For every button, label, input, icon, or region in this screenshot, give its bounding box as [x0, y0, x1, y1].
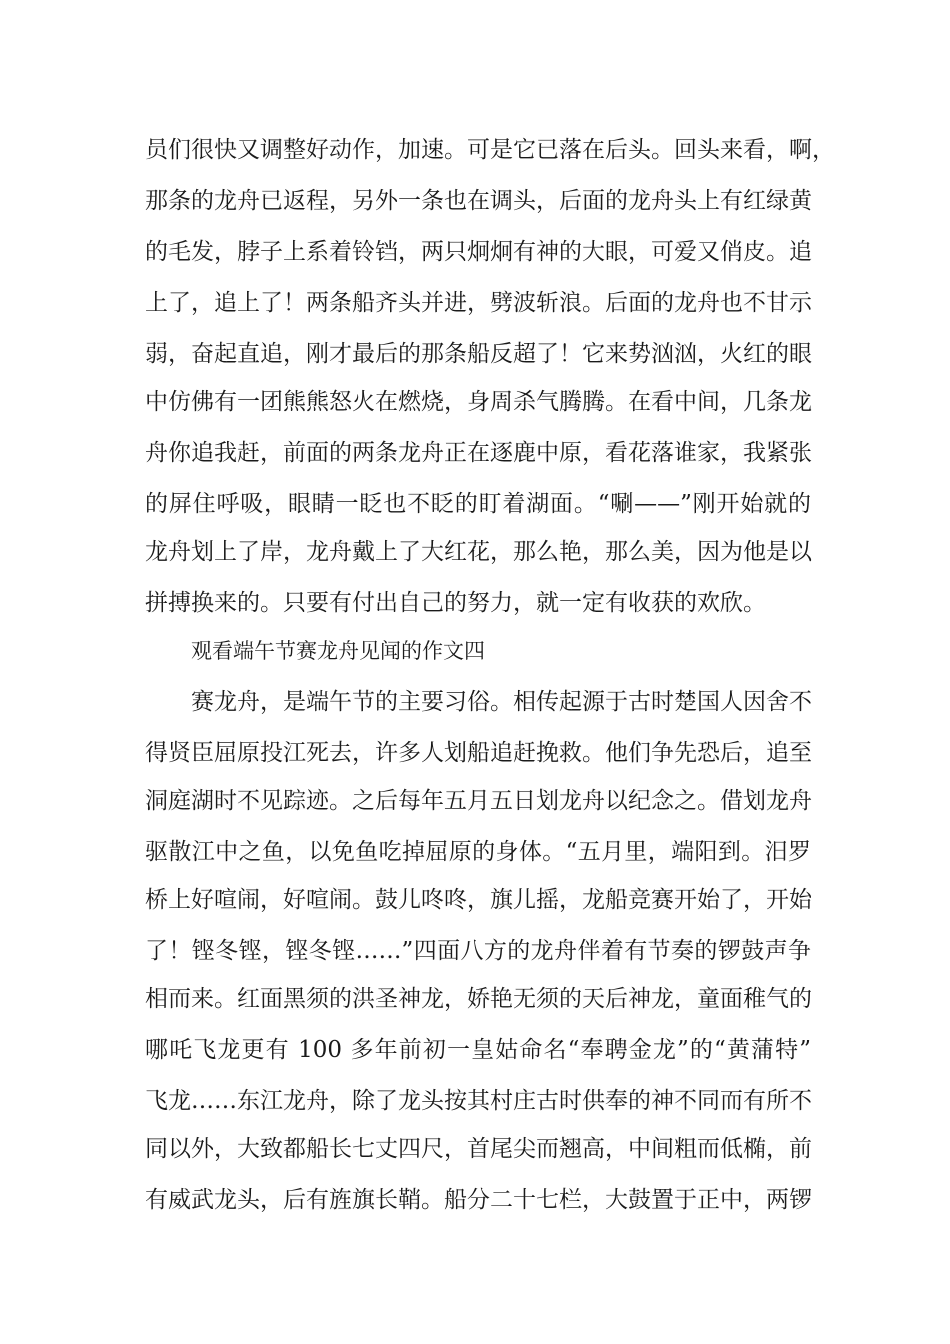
paragraph-line: 有威武龙头，后有旌旗长鞘。船分二十七栏，大鼓置于正中，两锣	[145, 1187, 812, 1213]
paragraph-line: 赛龙舟，是端午节的主要习俗。相传起源于古时楚国人因舍不	[191, 689, 812, 715]
paragraph-line: 上了，追上了！两条船齐头并进，劈波斩浪。后面的龙舟也不甘示	[145, 290, 812, 316]
paragraph-line: 飞龙……东江龙舟，除了龙头按其村庄古时供奉的神不同而有所不	[145, 1088, 812, 1114]
paragraph-line: 拼搏换来的。只要有付出自己的努力，就一定有收获的欢欣。	[145, 590, 766, 616]
paragraph-line: 龙舟划上了岸，龙舟戴上了大红花，那么艳，那么美，因为他是以	[145, 539, 812, 565]
paragraph-line: 哪吒飞龙更有 100 多年前初一皇姑命名“奉聘金龙”的“黄蒲特”	[145, 1037, 811, 1063]
paragraph-line: 中仿佛有一团熊熊怒火在燃烧，身周杀气腾腾。在看中间，几条龙	[145, 389, 812, 415]
paragraph-line: 洞庭湖时不见踪迹。之后每年五月五日划龙舟以纪念之。借划龙舟	[145, 788, 812, 814]
paragraph-line: 了！铿冬铿，铿冬铿……”四面八方的龙舟伴着有节奏的锣鼓声争	[145, 938, 811, 964]
paragraph-line: 舟你追我赶，前面的两条龙舟正在逐鹿中原，看花落谁家，我紧张	[145, 440, 812, 466]
paragraph-line: 桥上好喧闹，好喧闹。鼓儿咚咚，旗儿摇，龙船竞赛开始了，开始	[145, 887, 812, 913]
paragraph-line: 相而来。红面黑须的洪圣神龙，娇艳无须的天后神龙，童面稚气的	[145, 986, 812, 1012]
paragraph-line: 的毛发，脖子上系着铃铛，两只炯炯有神的大眼，可爱又俏皮。追	[145, 239, 812, 265]
paragraph-line: 那条的龙舟已返程，另外一条也在调头，后面的龙舟头上有红绿黄	[145, 188, 812, 214]
paragraph-line: 弱，奋起直追，刚才最后的那条船反超了！它来势汹汹，火红的眼	[145, 341, 812, 367]
section-heading: 观看端午节赛龙舟见闻的作文四	[191, 639, 485, 663]
paragraph-line: 得贤臣屈原投江死去，许多人划船追赶挽救。他们争先恐后，追至	[145, 740, 812, 766]
paragraph-line: 驱散江中之鱼，以免鱼吃掉屈原的身体。“五月里，端阳到。汨罗	[145, 839, 811, 865]
paragraph-line: 的屏住呼吸，眼睛一眨也不眨的盯着湖面。“唰——”刚开始就的	[145, 491, 811, 517]
paragraph-line: 同以外，大致都船长七丈四尺，首尾尖而翘高，中间粗而低椭，前	[145, 1136, 812, 1162]
paragraph-line: 员们很快又调整好动作，加速。可是它已落在后头。回头来看，啊，	[145, 137, 835, 163]
